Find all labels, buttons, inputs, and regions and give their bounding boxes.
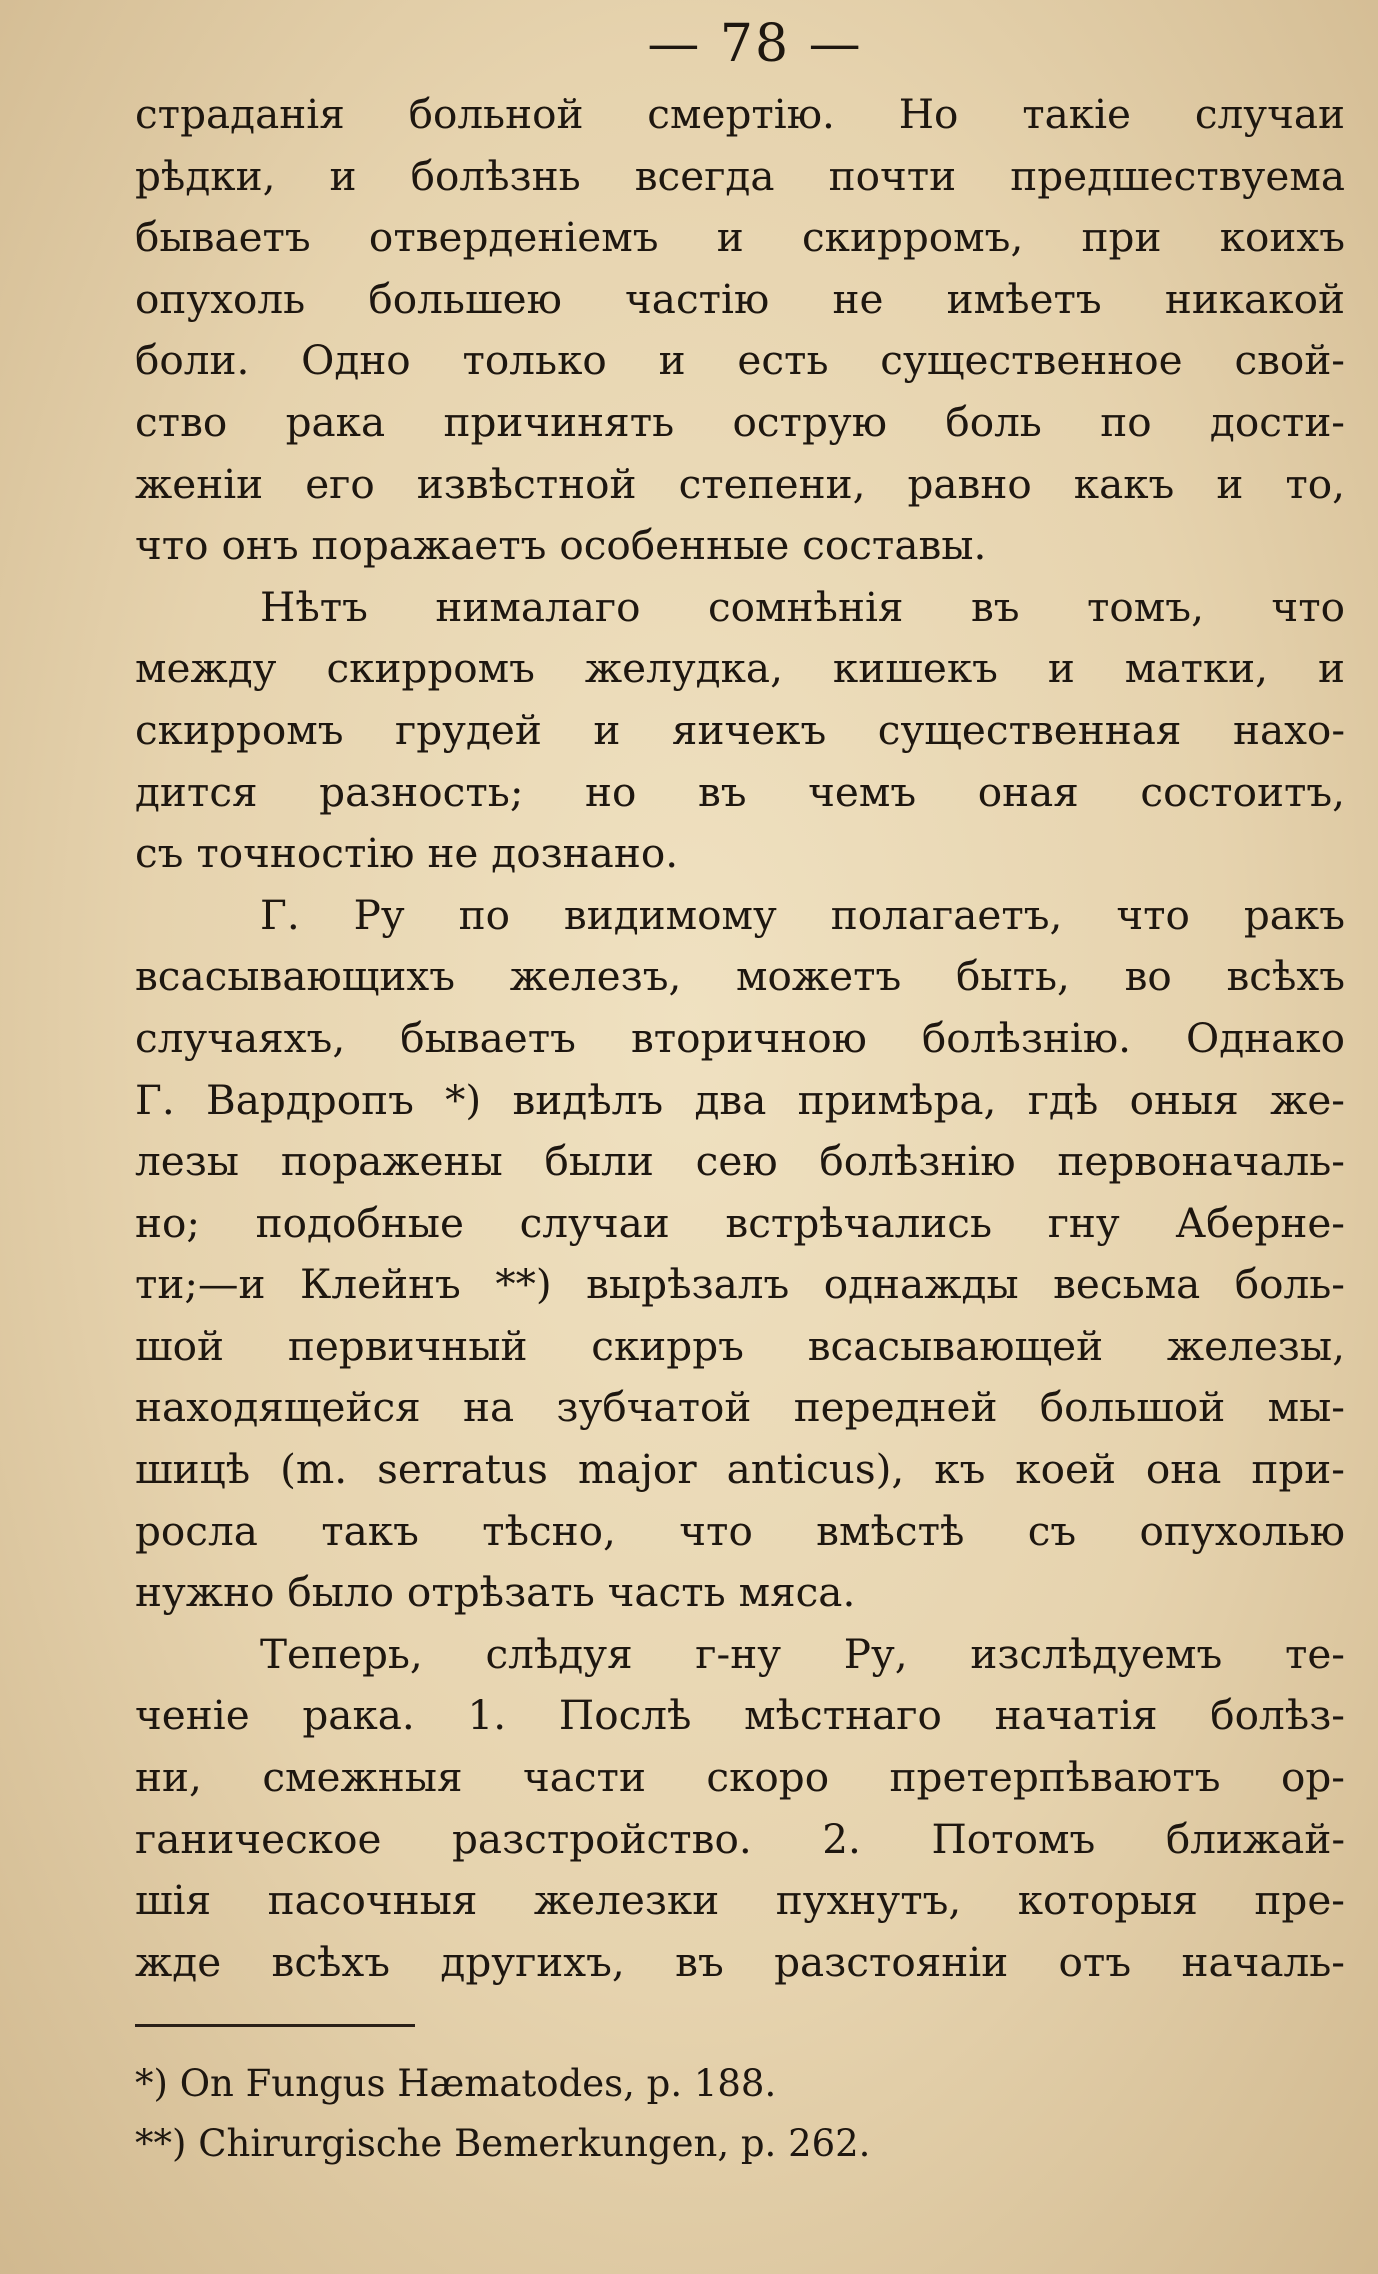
footnote-divider	[135, 2024, 415, 2027]
text-line: находящейся на зубчатой передней большой мы-	[135, 1383, 1345, 1432]
text-line: рѣдки, и болѣзнь всегда почти предшествуема	[135, 151, 1345, 200]
text-line: опухоль большею частію не имѣетъ никакой	[135, 274, 1345, 323]
paragraph-2	[135, 577, 1345, 885]
text-line: скирромъ грудей и яичекъ существенная нахо-	[135, 705, 1345, 754]
footnotes	[135, 2054, 1345, 2174]
text-line: росла такъ тѣсно, что вмѣстѣ съ опухолью	[135, 1506, 1345, 1555]
paragraph-4	[135, 1624, 1345, 1994]
text-line: всасывающихъ железъ, можетъ быть, во всѣхъ	[135, 952, 1345, 1001]
text-line: нужно было отрѣзать часть мяса.	[135, 1568, 856, 1617]
text-line: женіи его извѣстной степени, равно какъ и то,	[135, 459, 1345, 508]
text-line: бываетъ отверденіемъ и скирромъ, при коихъ	[135, 213, 1345, 262]
text-line: съ точностію не дознано.	[135, 829, 679, 878]
text-line: Нѣтъ нималаго сомнѣнія въ томъ, что	[260, 582, 1345, 631]
body-text	[135, 84, 1345, 1993]
text-line: между скирромъ желудка, кишекъ и матки, и	[135, 644, 1345, 693]
text-line: что онъ поражаетъ особенные составы.	[135, 521, 987, 570]
text-line: Теперь, слѣдуя г-ну Ру, изслѣдуемъ те-	[260, 1629, 1345, 1678]
paragraph-1	[135, 84, 1345, 577]
text-line: ни, смежныя части скоро претерпѣваютъ ор-	[135, 1753, 1345, 1802]
text-line: дится разность; но въ чемъ оная состоитъ,	[135, 767, 1345, 816]
text-line: ганическое разстройство. 2. Потомъ ближай-	[135, 1814, 1345, 1863]
page-number: — 78 —	[647, 14, 863, 74]
book-page	[135, 14, 1345, 2254]
text-line: ство рака причинять острую боль по дости-	[135, 397, 1345, 446]
text-line: шія пасочныя железки пухнутъ, которыя пре-	[135, 1876, 1345, 1925]
text-line: боли. Одно только и есть существенное свой-	[135, 336, 1345, 385]
footnote-1: *) On Fungus Hæmatodes, p. 188.	[135, 2062, 777, 2105]
paragraph-3	[135, 885, 1345, 1624]
text-line: ченіе рака. 1. Послѣ мѣстнаго начатія болѣз-	[135, 1691, 1345, 1740]
text-line: но; подобные случаи встрѣчались гну Аберне-	[135, 1198, 1345, 1247]
text-line: случаяхъ, бываетъ вторичною болѣзнію. Однако	[135, 1013, 1345, 1062]
text-line: шой первичный скирръ всасывающей железы,	[135, 1321, 1345, 1370]
text-line: ти;—и Клейнъ **) вырѣзалъ однажды весьма боль-	[135, 1260, 1345, 1309]
text-line: шицѣ (m. serratus major anticus), къ коей она при-	[135, 1445, 1345, 1494]
footnote-2: **) Chirurgische Bemerkungen, p. 262.	[135, 2122, 871, 2165]
text-line: Г. Ру по видимому полагаетъ, что ракъ	[260, 890, 1345, 939]
text-line: страданія больной смертію. Но такіе случаи	[135, 90, 1345, 138]
text-line: лезы поражены были сею болѣзнію первоначаль-	[135, 1137, 1345, 1186]
text-line: жде всѣхъ другихъ, въ разстояніи отъ началь-	[135, 1937, 1345, 1986]
text-line: Г. Вардропъ *) видѣлъ два примѣра, гдѣ оныя же-	[135, 1075, 1345, 1124]
